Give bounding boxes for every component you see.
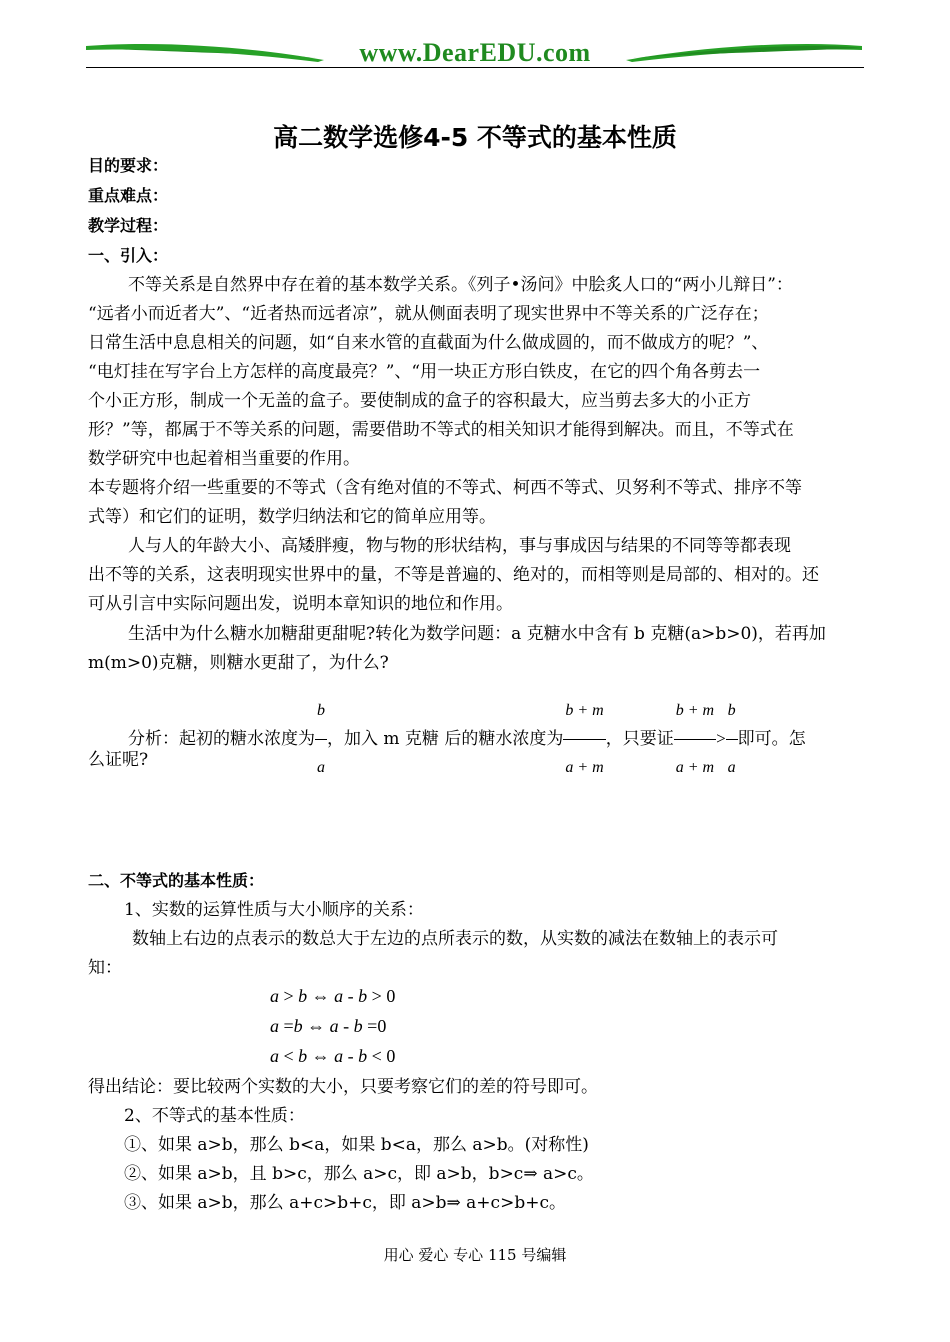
greater-than-symbol: > [716,729,726,748]
para1-line: “远者小而近者大”、“近者热而远者凉”，就从侧面表明了现实世界中不等关系的广泛存在； [88,304,769,324]
sec2-item1: 1、实数的运算性质与大小顺序的关系： [124,900,424,920]
math-zero: 0 [386,1046,396,1066]
site-logo-text: www.DearEDU.com [359,38,591,67]
math-expr: a - b [334,986,368,1006]
relation-equal [270,1016,386,1037]
math-op: = [279,1016,294,1036]
para3-line: 人与人的年龄大小、高矮胖瘦，物与物的形状结构，事与事成因与结果的不同等等都表现 [128,536,791,556]
para2-line: 本专题将介绍一些重要的不等式（含有绝对值的不等式、柯西不等式、贝努利不等式、排序不等 [88,478,802,498]
fraction-left [674,684,716,795]
math-expr: a - b [329,1016,363,1036]
iff-symbol: ⇔ [307,1046,335,1066]
para1-line: 形？”等，都属于不等关系的问题，需要借助不等式的相关知识才能得到解决。而且，不等式在 [88,420,794,440]
para3-line: 出不等的关系，这表明现实世界中的量，不等是普遍的、绝对的，而相等则是局部的、相对的。还 [88,565,819,585]
math-var: a [270,1046,279,1066]
header-rule [86,67,864,68]
heading-properties: 二、不等式的基本性质： [88,871,265,890]
fraction-numerator: b + m [563,684,605,740]
para1-line: “电灯挂在写字台上方怎样的高度最亮？”、“用一块正方形白铁皮，在它的四个角各剪去一 [88,362,761,382]
heading-key-points: 重点难点： [88,186,169,205]
analysis-text: ，加入 m 克糖 后的糖水浓度为 [327,729,564,749]
heading-intro: 一、引入： [88,246,169,265]
analysis-text: ，只要证 [605,729,674,749]
para3-line: 可从引言中实际问题出发，说明本章知识的地位和作用。 [88,594,513,614]
iff-symbol: ⇔ [307,986,335,1006]
page-title: 高二数学选修4-5 不等式的基本性质 [273,123,677,152]
para4-line: m(m>0)克糖，则糖水更甜了，为什么? [88,653,389,673]
math-op: < [367,1046,387,1066]
para4-line: 生活中为什么糖水加糖甜更甜呢?转化为数学问题：a 克糖水中含有 b 克糖(a>b>0)，若再加 [128,624,826,644]
property-3: ③、如果 a>b，那么 a+c>b+c，即 a>b⇒ a+c>b+c。 [124,1193,566,1213]
fraction-numerator: b [315,684,327,740]
math-zero: 0 [377,1016,387,1036]
conclusion: 得出结论：要比较两个实数的大小，只要考察它们的差的符号即可。 [88,1077,598,1097]
sec2-desc-line: 数轴上右边的点表示的数总大于左边的点所表示的数，从实数的减法在数轴上的表示可 [132,929,778,949]
math-op: > [279,986,299,1006]
site-header [86,36,864,70]
math-op: > [367,986,387,1006]
math-zero: 0 [386,986,396,1006]
analysis-text: 即可。怎 [737,729,806,749]
para1-line: 日常生活中息息相关的问题，如“自来水管的直截面为什么做成圆的，而不做成方的呢？”、 [88,333,769,353]
fraction-numerator: b [726,684,738,740]
fraction-denominator: a [317,759,325,776]
iff-symbol: ⇔ [302,1016,330,1036]
para1-line: 不等关系是自然界中存在着的基本数学关系。《列子•汤问》中脍炙人口的“两小儿辩日”： [128,275,793,295]
math-var: a [270,986,279,1006]
math-var: b [293,1016,303,1036]
heading-goal: 目的要求： [88,156,169,175]
para2-line: 式等）和它们的证明，数学归纳法和它的简单应用等。 [88,507,496,527]
analysis-line-end: 么证呢? [88,750,149,770]
sec2-desc-line: 知： [88,958,122,978]
math-var: b [298,986,308,1006]
math-expr: a - b [334,1046,368,1066]
fraction-right [726,684,738,795]
analysis-text: 分析：起初的糖水浓度为 [128,729,315,749]
math-var: b [298,1046,308,1066]
math-op: < [279,1046,299,1066]
fraction-denominator: a [727,759,736,776]
heading-process: 教学过程： [88,216,169,235]
para1-line: 数学研究中也起着相当重要的作用。 [88,449,360,469]
fraction-numerator: b + m [674,684,716,740]
page-footer: 用心 爱心 专心 115 号编辑 [383,1246,567,1264]
math-var: a [270,1016,279,1036]
fraction-denominator: a + m [675,759,715,776]
sec2-item2: 2、不等式的基本性质： [124,1106,305,1126]
fraction-new-concentration [563,684,605,795]
fraction-denominator: a + m [565,759,604,776]
relation-greater [270,986,395,1007]
property-2: ②、如果 a>b，且 b>c，那么 a>c，即 a>b，b>c⇒ a>c。 [124,1164,594,1184]
relation-less [270,1046,395,1067]
para1-line: 个小正方形，制成一个无盖的盒子。要使制成的盒子的容积最大，应当剪去多大的小正方 [88,391,751,411]
property-1: ①、如果 a>b，那么 b<a，如果 b<a，那么 a>b。(对称性) [124,1135,589,1155]
fraction-initial-concentration [315,684,327,795]
math-op: = [362,1016,378,1036]
analysis-line [128,684,806,795]
